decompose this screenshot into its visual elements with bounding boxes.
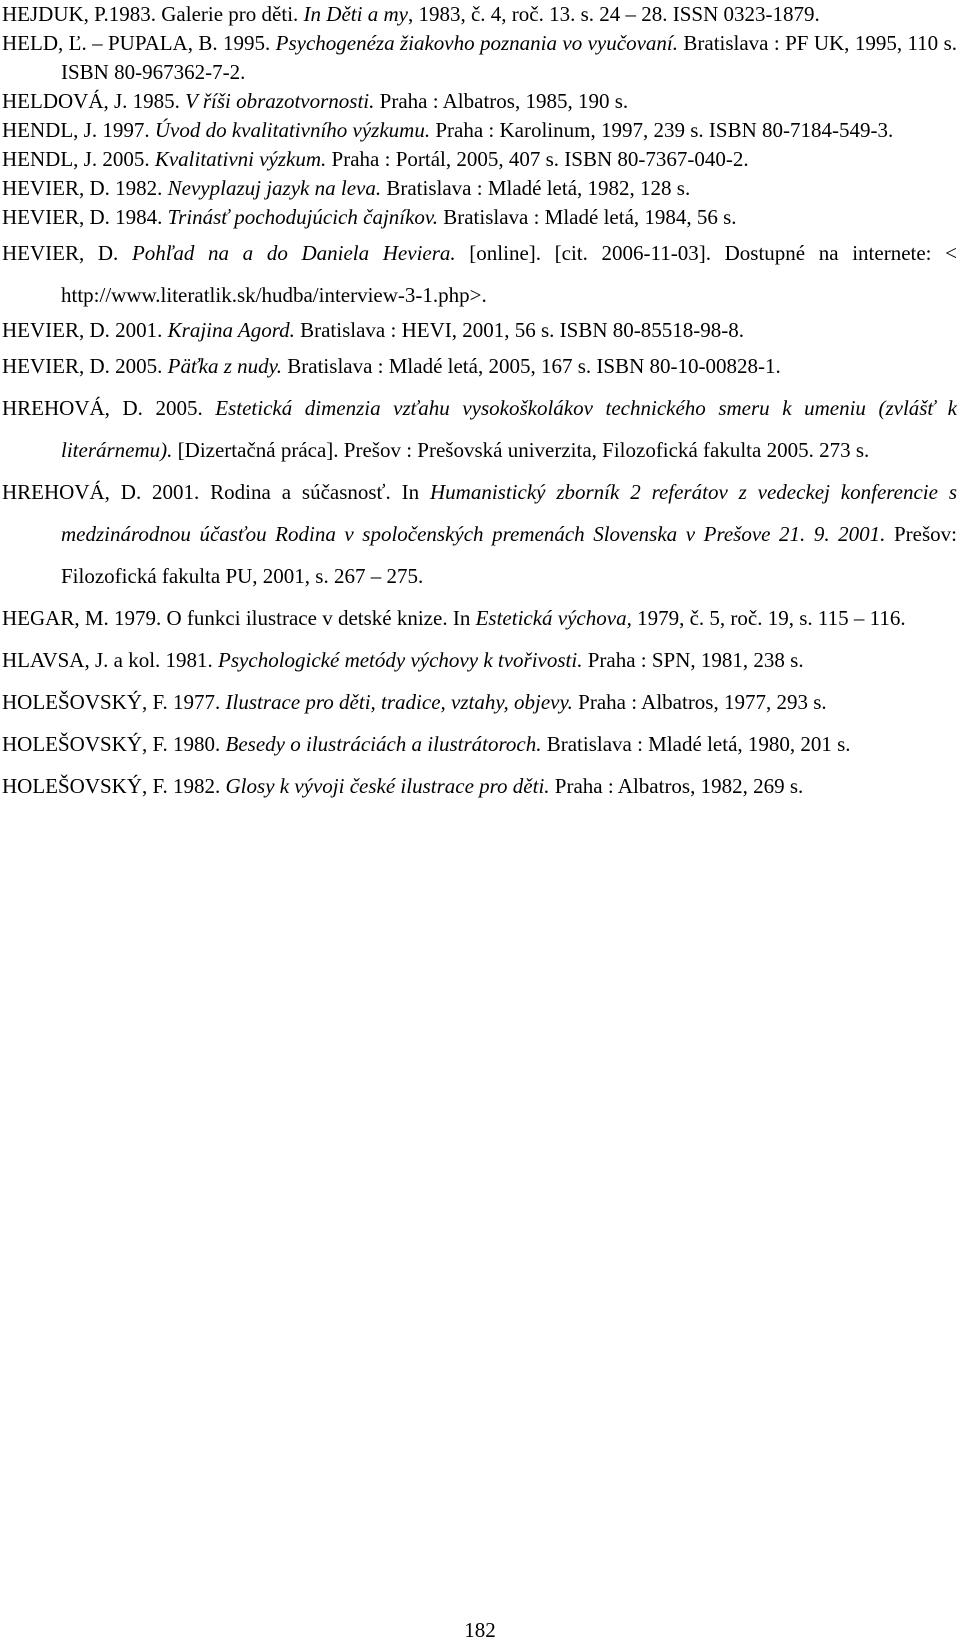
reference-title: Nevyplazuj jazyk na leva. (167, 176, 382, 200)
reference-item (2, 765, 957, 807)
reference-text: Bratislava : HEVI, 2001, 56 s. ISBN 80-85518-98-8. (294, 318, 744, 342)
reference-text: Bratislava : Mladé letá, 1980, 201 s. (541, 732, 851, 756)
reference-title: Besedy o ilustráciách a ilustrátoroch. (225, 732, 542, 756)
reference-item (2, 29, 957, 87)
reference-item (2, 203, 957, 232)
reference-text: Praha : Karolinum, 1997, 239 s. ISBN 80-7184-549-3. (430, 118, 894, 142)
reference-item (2, 681, 957, 723)
reference-title: Päťka z nudy. (167, 354, 283, 378)
reference-text: HEVIER, D. 2005. (2, 354, 168, 378)
page-number: 182 (464, 1618, 496, 1642)
reference-text: Bratislava : Mladé letá, 1984, 56 s. (437, 205, 737, 229)
reference-text: Bratislava : PF UK, 1995, 110 s. ISBN 80-967362-7-2. (61, 31, 957, 84)
reference-text: Praha : Albatros, 1985, 190 s. (374, 89, 629, 113)
reference-title: Humanistický zborník 2 referátov z vedeckej konferencie s medzinárodnou účasťou Rodina v spoločenských premenách Slovenska v Prešove 21. 9. 2001. (61, 480, 957, 546)
reference-item (2, 471, 957, 597)
reference-text: Praha : Albatros, 1977, 293 s. (572, 690, 827, 714)
reference-item (2, 174, 957, 203)
reference-item (2, 345, 957, 387)
reference-text: Praha : Portál, 2005, 407 s. ISBN 80-7367-040-2. (326, 147, 749, 171)
reference-text: HEVIER, D. (2, 241, 132, 265)
reference-text: HEVIER, D. 1982. (2, 176, 168, 200)
reference-text: HREHOVÁ, D. 2001. Rodina a súčasnosť. In (2, 480, 430, 504)
reference-text: HOLEŠOVSKÝ, F. 1982. (2, 774, 226, 798)
reference-title: Pohľad na a do Daniela Heviera. (131, 241, 456, 265)
reference-title: V říši obrazotvornosti. (185, 89, 375, 113)
reference-title: Estetická výchova, (475, 606, 632, 630)
reference-text: Bratislava : Mladé letá, 1982, 128 s. (381, 176, 691, 200)
reference-item (2, 639, 957, 681)
reference-text: [online]. [cit. 2006-11-03]. Dostupné na internete: < http://www.literatlik.sk/hudba/interview-3-1.php>. (61, 241, 957, 307)
reference-title: Glosy k vývoji české ilustrace pro děti. (225, 774, 550, 798)
reference-title: Psychologické metódy výchovy k tvořivosti. (218, 648, 583, 672)
reference-text: HELD, Ľ. – PUPALA, B. 1995. (2, 31, 276, 55)
reference-text: , 1983, č. 4, roč. 13. s. 24 – 28. ISSN 0323-1879. (407, 2, 820, 26)
reference-text: 1979, č. 5, roč. 19, s. 115 – 116. (631, 606, 906, 630)
reference-text: HOLEŠOVSKÝ, F. 1980. (2, 732, 226, 756)
reference-list (2, 0, 957, 807)
reference-text: HEVIER, D. 2001. (2, 318, 168, 342)
reference-text: HEVIER, D. 1984. (2, 205, 168, 229)
reference-text: HEJDUK, P.1983. Galerie pro děti. (2, 2, 304, 26)
reference-text: [Dizertačná práca]. Prešov : Prešovská univerzita, Filozofická fakulta 2005. 273 s. (172, 438, 870, 462)
reference-item (2, 387, 957, 471)
reference-text: Praha : SPN, 1981, 238 s. (582, 648, 804, 672)
reference-item (2, 723, 957, 765)
reference-item (2, 597, 957, 639)
reference-title: Úvod do kvalitativního výzkumu. (154, 118, 431, 142)
reference-title: Krajina Agord. (167, 318, 295, 342)
reference-item (2, 232, 957, 316)
reference-text: Bratislava : Mladé letá, 2005, 167 s. ISBN 80-10-00828-1. (282, 354, 781, 378)
reference-item (2, 116, 957, 145)
reference-text: HOLEŠOVSKÝ, F. 1977. (2, 690, 226, 714)
reference-item (2, 87, 957, 116)
reference-text: HENDL, J. 2005. (2, 147, 155, 171)
reference-text: Prešov: Filozofická fakulta PU, 2001, s. 267 – 275. (61, 522, 958, 588)
reference-text: HREHOVÁ, D. 2005. (2, 396, 216, 420)
reference-title: In Děti a my (303, 2, 408, 26)
reference-title: Estetická dimenzia vzťahu vysokoškolákov technického smeru k umeniu (zvlášť k literárnemu). (61, 396, 957, 462)
reference-item (2, 316, 957, 345)
reference-text: HLAVSA, J. a kol. 1981. (2, 648, 219, 672)
reference-title: Kvalitativni výzkum. (154, 147, 327, 171)
reference-text: Praha : Albatros, 1982, 269 s. (549, 774, 804, 798)
reference-title: Psychogenéza žiakovho poznania vo vyučovaní. (275, 31, 678, 55)
reference-title: Trinásť pochodujúcich čajníkov. (167, 205, 438, 229)
reference-title: Ilustrace pro děti, tradice, vztahy, objevy. (225, 690, 573, 714)
reference-text: HEGAR, M. 1979. O funkci ilustrace v detské knize. In (2, 606, 476, 630)
reference-item (2, 0, 957, 29)
reference-item (2, 145, 957, 174)
reference-text: HENDL, J. 1997. (2, 118, 155, 142)
reference-text: HELDOVÁ, J. 1985. (2, 89, 186, 113)
